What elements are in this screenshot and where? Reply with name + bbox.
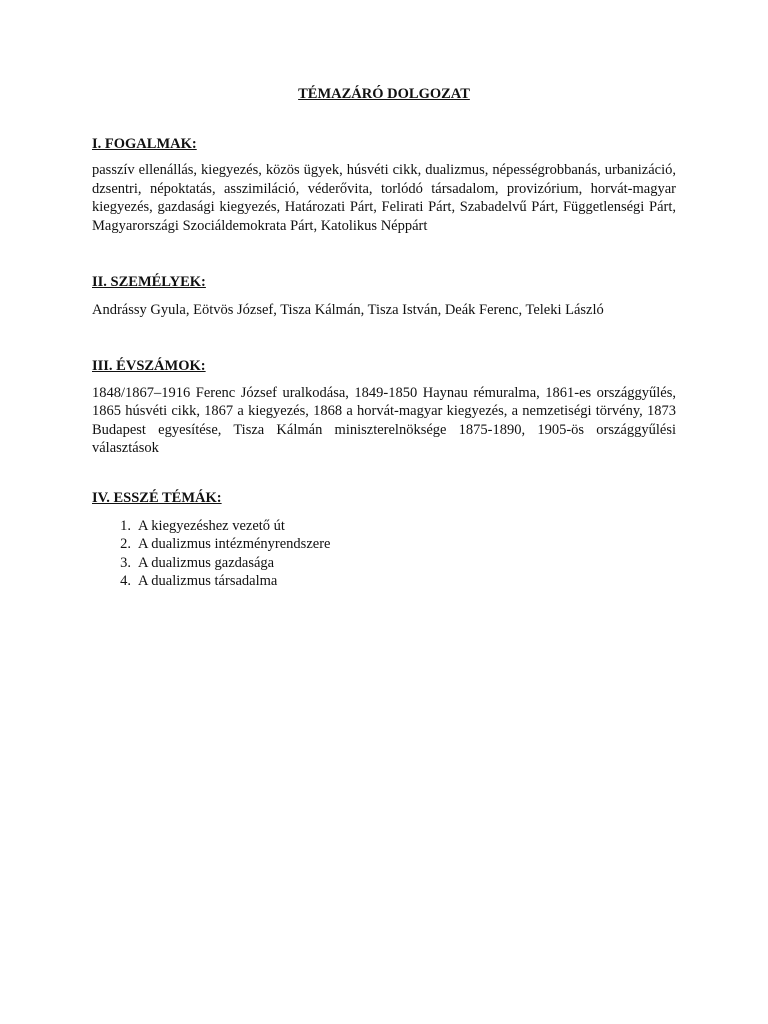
list-item (92, 554, 676, 573)
section-heading-essze-temak: IV. ESSZÉ TÉMÁK: (92, 489, 222, 506)
list-item-number: 3. (120, 554, 131, 571)
document-title: TÉMAZÁRÓ DOLGOZAT (298, 86, 470, 102)
section-heading-fogalmak: I. FOGALMAK: (92, 136, 197, 152)
section-body-szemelyek: Andrássy Gyula, Eötvös József, Tisza Kálmán, Tisza István, Deák Ferenc, Teleki László (92, 302, 604, 318)
list-item-number: 2. (120, 536, 131, 552)
list-item-number: 4. (120, 573, 131, 589)
section-heading-evszamok: III. ÉVSZÁMOK: (92, 357, 206, 374)
list-item (92, 572, 676, 591)
list-item (92, 535, 676, 554)
list-item-text: A kiegyezéshez vezető út (138, 517, 285, 534)
list-item-number: 1. (120, 517, 131, 534)
section-heading-szemelyek: II. SZEMÉLYEK: (92, 274, 206, 290)
list-item-text: A dualizmus társadalma (138, 573, 278, 589)
section-body-fogalmak: passzív ellenállás, kiegyezés, közös ügyek, húsvéti cikk, dualizmus, népességrobbanás, urbanizáció, dzsentri, népoktatás, asszimiláció, véderővita, torlódó társadalom, provizórium, horvát-magyar kiegyezés, gazdasági kiegyezés, Határozati Párt, Felirati Párt, Szabadelvű Párt, Függetlenségi Párt, Magyarországi Szociáldemokrata Párt, Katolikus Néppárt (92, 162, 676, 234)
essay-topic-list (92, 517, 676, 591)
document-page (92, 84, 676, 591)
list-item-text: A dualizmus gazdasága (138, 554, 275, 571)
section-body-evszamok: 1848/1867–1916 Ferenc József uralkodása, 1849-1850 Haynau rémuralma, 1861-es országgyűlés, 1865 húsvéti cikk, 1867 a kiegyezés, 1868 a horvát-magyar kiegyezés, a nemzetiségi törvény, 1873 Budapest egyesítése, Tisza Kálmán miniszterelnöksége 1875-1890, 1905-ös országgyűlési választások (92, 384, 676, 456)
list-item-text: A dualizmus intézményrendszere (138, 536, 331, 552)
list-item (92, 517, 676, 536)
